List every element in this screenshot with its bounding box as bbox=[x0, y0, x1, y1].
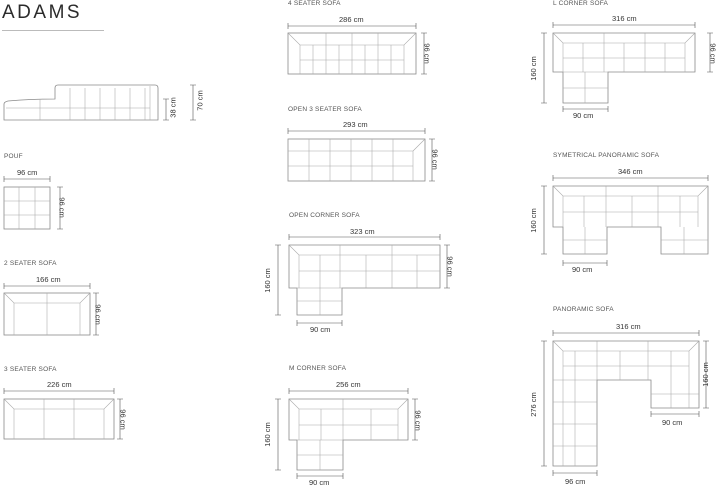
l-corner-depth-label: 96 cm bbox=[708, 43, 718, 64]
panoramic-length-label: 276 cm bbox=[528, 392, 538, 417]
symmetrical-width-label: 346 cm bbox=[618, 167, 643, 176]
open-corner-title: OPEN CORNER SOFA bbox=[289, 212, 360, 219]
three-seater-drawing bbox=[4, 388, 123, 439]
panoramic-title: PANORAMIC SOFA bbox=[553, 306, 614, 313]
l-corner-chaise-label: 90 cm bbox=[573, 111, 594, 120]
four-seater-drawing bbox=[288, 23, 427, 74]
lounge-height-label: 70 cm bbox=[195, 90, 205, 111]
pouf-depth-label: 96 cm bbox=[57, 197, 67, 218]
open-corner-drawing bbox=[275, 234, 450, 326]
three-seater-width-label: 226 cm bbox=[47, 380, 72, 389]
m-corner-drawing bbox=[275, 388, 418, 479]
symmetrical-panoramic-drawing bbox=[541, 175, 708, 266]
l-corner-width-label: 316 cm bbox=[612, 14, 637, 23]
three-seater-depth-label: 96 cm bbox=[118, 409, 128, 430]
open-three-seater-depth-label: 96 cm bbox=[430, 149, 440, 170]
open-corner-width-label: 323 cm bbox=[350, 227, 375, 236]
l-corner-drawing bbox=[541, 22, 713, 112]
brand-title: ADAMS bbox=[2, 2, 83, 23]
four-seater-depth-label: 96 cm bbox=[422, 43, 432, 64]
m-corner-chaise-label: 90 cm bbox=[309, 478, 330, 487]
panoramic-right-length-label: 160 cm bbox=[700, 362, 710, 387]
lounge-seat-label: 38 cm bbox=[168, 97, 178, 118]
two-seater-title: 2 SEATER SOFA bbox=[4, 260, 57, 267]
symmetrical-chaise-label: 90 cm bbox=[572, 265, 593, 274]
four-seater-width-label: 286 cm bbox=[339, 15, 364, 24]
open-three-seater-width-label: 293 cm bbox=[343, 120, 368, 129]
two-seater-drawing bbox=[4, 283, 99, 335]
lounge-elevation-drawing bbox=[4, 85, 196, 120]
panoramic-bottom-label: 96 cm bbox=[565, 477, 586, 486]
open-corner-depth-label: 96 cm bbox=[445, 256, 455, 277]
three-seater-title: 3 SEATER SOFA bbox=[4, 366, 57, 373]
open-three-seater-title: OPEN 3 SEATER SOFA bbox=[288, 106, 362, 113]
pouf-drawing bbox=[4, 176, 63, 229]
m-corner-title: M CORNER SOFA bbox=[289, 365, 347, 372]
two-seater-width-label: 166 cm bbox=[36, 275, 61, 284]
l-corner-length-label: 160 cm bbox=[528, 56, 538, 81]
panoramic-chaise-label: 90 cm bbox=[662, 418, 683, 427]
symmetrical-length-label: 160 cm bbox=[528, 208, 538, 233]
panoramic-drawing bbox=[541, 330, 709, 476]
open-corner-length-label: 160 cm bbox=[262, 268, 272, 293]
m-corner-width-label: 256 cm bbox=[336, 380, 361, 389]
open-three-seater-drawing bbox=[288, 128, 435, 181]
symmetrical-title: SYMETRICAL PANORAMIC SOFA bbox=[553, 152, 660, 159]
m-corner-length-label: 160 cm bbox=[262, 422, 272, 447]
panoramic-width-label: 316 cm bbox=[616, 322, 641, 331]
pouf-title: POUF bbox=[4, 153, 23, 160]
open-corner-chaise-label: 90 cm bbox=[310, 325, 331, 334]
l-corner-title: L CORNER SOFA bbox=[553, 0, 609, 7]
pouf-width-label: 96 cm bbox=[17, 168, 38, 177]
four-seater-title: 4 SEATER SOFA bbox=[288, 0, 341, 7]
m-corner-depth-label: 96 cm bbox=[413, 410, 423, 431]
two-seater-depth-label: 96 cm bbox=[93, 304, 103, 325]
